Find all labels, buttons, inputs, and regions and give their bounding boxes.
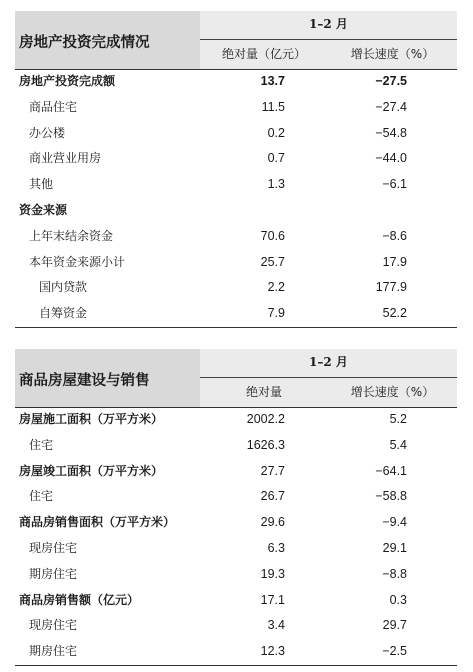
table-row <box>15 301 457 327</box>
period-label: 1–2 月 <box>309 17 348 31</box>
table-row <box>15 95 457 121</box>
absolute-value: 11.5 <box>261 99 285 114</box>
absolute-value: 12.3 <box>260 644 285 659</box>
growth-value: −8.6 <box>382 228 407 243</box>
table-row <box>15 613 457 639</box>
table-row <box>15 562 457 588</box>
row-label: 资金来源 <box>19 202 68 217</box>
table-row <box>15 146 457 172</box>
row-label: 商业营业用房 <box>29 151 102 166</box>
growth-value: 17.9 <box>382 254 407 269</box>
table-title-cell <box>15 11 200 70</box>
growth-value: 177.9 <box>375 280 407 295</box>
absolute-value: 6.3 <box>267 540 285 555</box>
growth-value: 29.1 <box>382 540 407 555</box>
row-label: 住宅 <box>29 437 54 452</box>
table-row <box>15 639 457 665</box>
row-label: 房屋竣工面积（万平方米） <box>19 463 164 478</box>
table-header <box>15 349 457 407</box>
growth-value: 29.7 <box>382 618 407 633</box>
table-title: 商品房屋建设与销售 <box>19 373 150 389</box>
table-row <box>15 121 457 147</box>
growth-value: −64.1 <box>375 463 407 478</box>
table-row <box>15 459 457 485</box>
growth-value: 5.2 <box>389 412 407 426</box>
growth-value: −2.5 <box>382 644 407 659</box>
column-header-growth: 增长速度（%） <box>350 47 435 61</box>
table-row <box>15 536 457 562</box>
table-row <box>15 510 457 536</box>
absolute-value: 1.3 <box>267 177 285 192</box>
absolute-value: 1626.3 <box>246 437 285 452</box>
absolute-value: 19.3 <box>260 566 285 581</box>
row-label: 其他 <box>29 177 54 192</box>
column-header-absolute: 绝对量 <box>245 385 282 399</box>
row-label: 自筹资金 <box>39 306 88 321</box>
row-label: 本年资金来源小计 <box>29 254 126 269</box>
growth-value: −8.8 <box>382 566 407 581</box>
absolute-value: 7.9 <box>267 306 285 321</box>
absolute-value: 0.7 <box>267 151 285 166</box>
table-title-cell <box>15 349 200 408</box>
row-label: 住宅 <box>29 489 54 504</box>
table-row <box>15 407 457 433</box>
period-header <box>200 349 457 408</box>
period-header <box>200 11 457 70</box>
growth-value: −54.8 <box>375 125 407 140</box>
absolute-value: 26.7 <box>260 489 285 504</box>
growth-value: −58.8 <box>375 489 407 504</box>
absolute-value: 70.6 <box>260 228 285 243</box>
table-row <box>15 198 457 224</box>
row-label: 商品房销售面积（万平方米） <box>19 515 176 530</box>
growth-value: 5.4 <box>389 437 407 452</box>
investment-table <box>15 11 457 328</box>
growth-value: −6.1 <box>382 177 407 192</box>
table-row <box>15 69 457 95</box>
row-label: 现房住宅 <box>29 618 78 633</box>
row-label: 期房住宅 <box>29 644 78 659</box>
row-label: 现房住宅 <box>29 540 78 555</box>
absolute-value: 25.7 <box>260 254 285 269</box>
absolute-value: 29.6 <box>260 515 285 530</box>
table-row <box>15 588 457 614</box>
table-row <box>15 484 457 510</box>
row-label: 办公楼 <box>29 125 66 140</box>
absolute-value: 2.2 <box>267 280 285 295</box>
growth-value: −27.5 <box>375 74 407 88</box>
growth-value: −9.4 <box>382 515 407 530</box>
row-label: 上年末结余资金 <box>29 228 114 243</box>
growth-value: −27.4 <box>375 99 407 114</box>
table-title: 房地产投资完成情况 <box>19 35 150 51</box>
table-row <box>15 250 457 276</box>
absolute-value: 2002.2 <box>246 412 285 426</box>
column-header-growth: 增长速度（%） <box>350 385 435 399</box>
table-row <box>15 433 457 459</box>
row-label: 房屋施工面积（万平方米） <box>19 412 164 426</box>
growth-value: −44.0 <box>375 151 407 166</box>
divider <box>200 39 457 40</box>
absolute-value: 27.7 <box>260 463 285 478</box>
absolute-value: 3.4 <box>267 618 285 633</box>
growth-value: 52.2 <box>382 306 407 321</box>
construction-sales-table <box>15 349 457 666</box>
period-label: 1–2 月 <box>309 355 348 369</box>
absolute-value: 17.1 <box>260 592 285 607</box>
column-header-absolute: 绝对量（亿元） <box>221 47 306 61</box>
divider <box>200 377 457 378</box>
row-label: 商品住宅 <box>29 99 78 114</box>
table-row <box>15 275 457 301</box>
row-label: 商品房销售额（亿元） <box>19 592 140 607</box>
growth-value: 0.3 <box>389 592 407 607</box>
table-bottom-rule <box>15 327 457 328</box>
absolute-value: 0.2 <box>267 125 285 140</box>
table-row <box>15 172 457 198</box>
table-row <box>15 224 457 250</box>
row-label: 国内贷款 <box>39 280 88 295</box>
row-label: 期房住宅 <box>29 566 78 581</box>
absolute-value: 13.7 <box>260 74 285 88</box>
row-label: 房地产投资完成额 <box>19 74 116 88</box>
table-header <box>15 11 457 69</box>
table-bottom-rule <box>15 665 457 666</box>
